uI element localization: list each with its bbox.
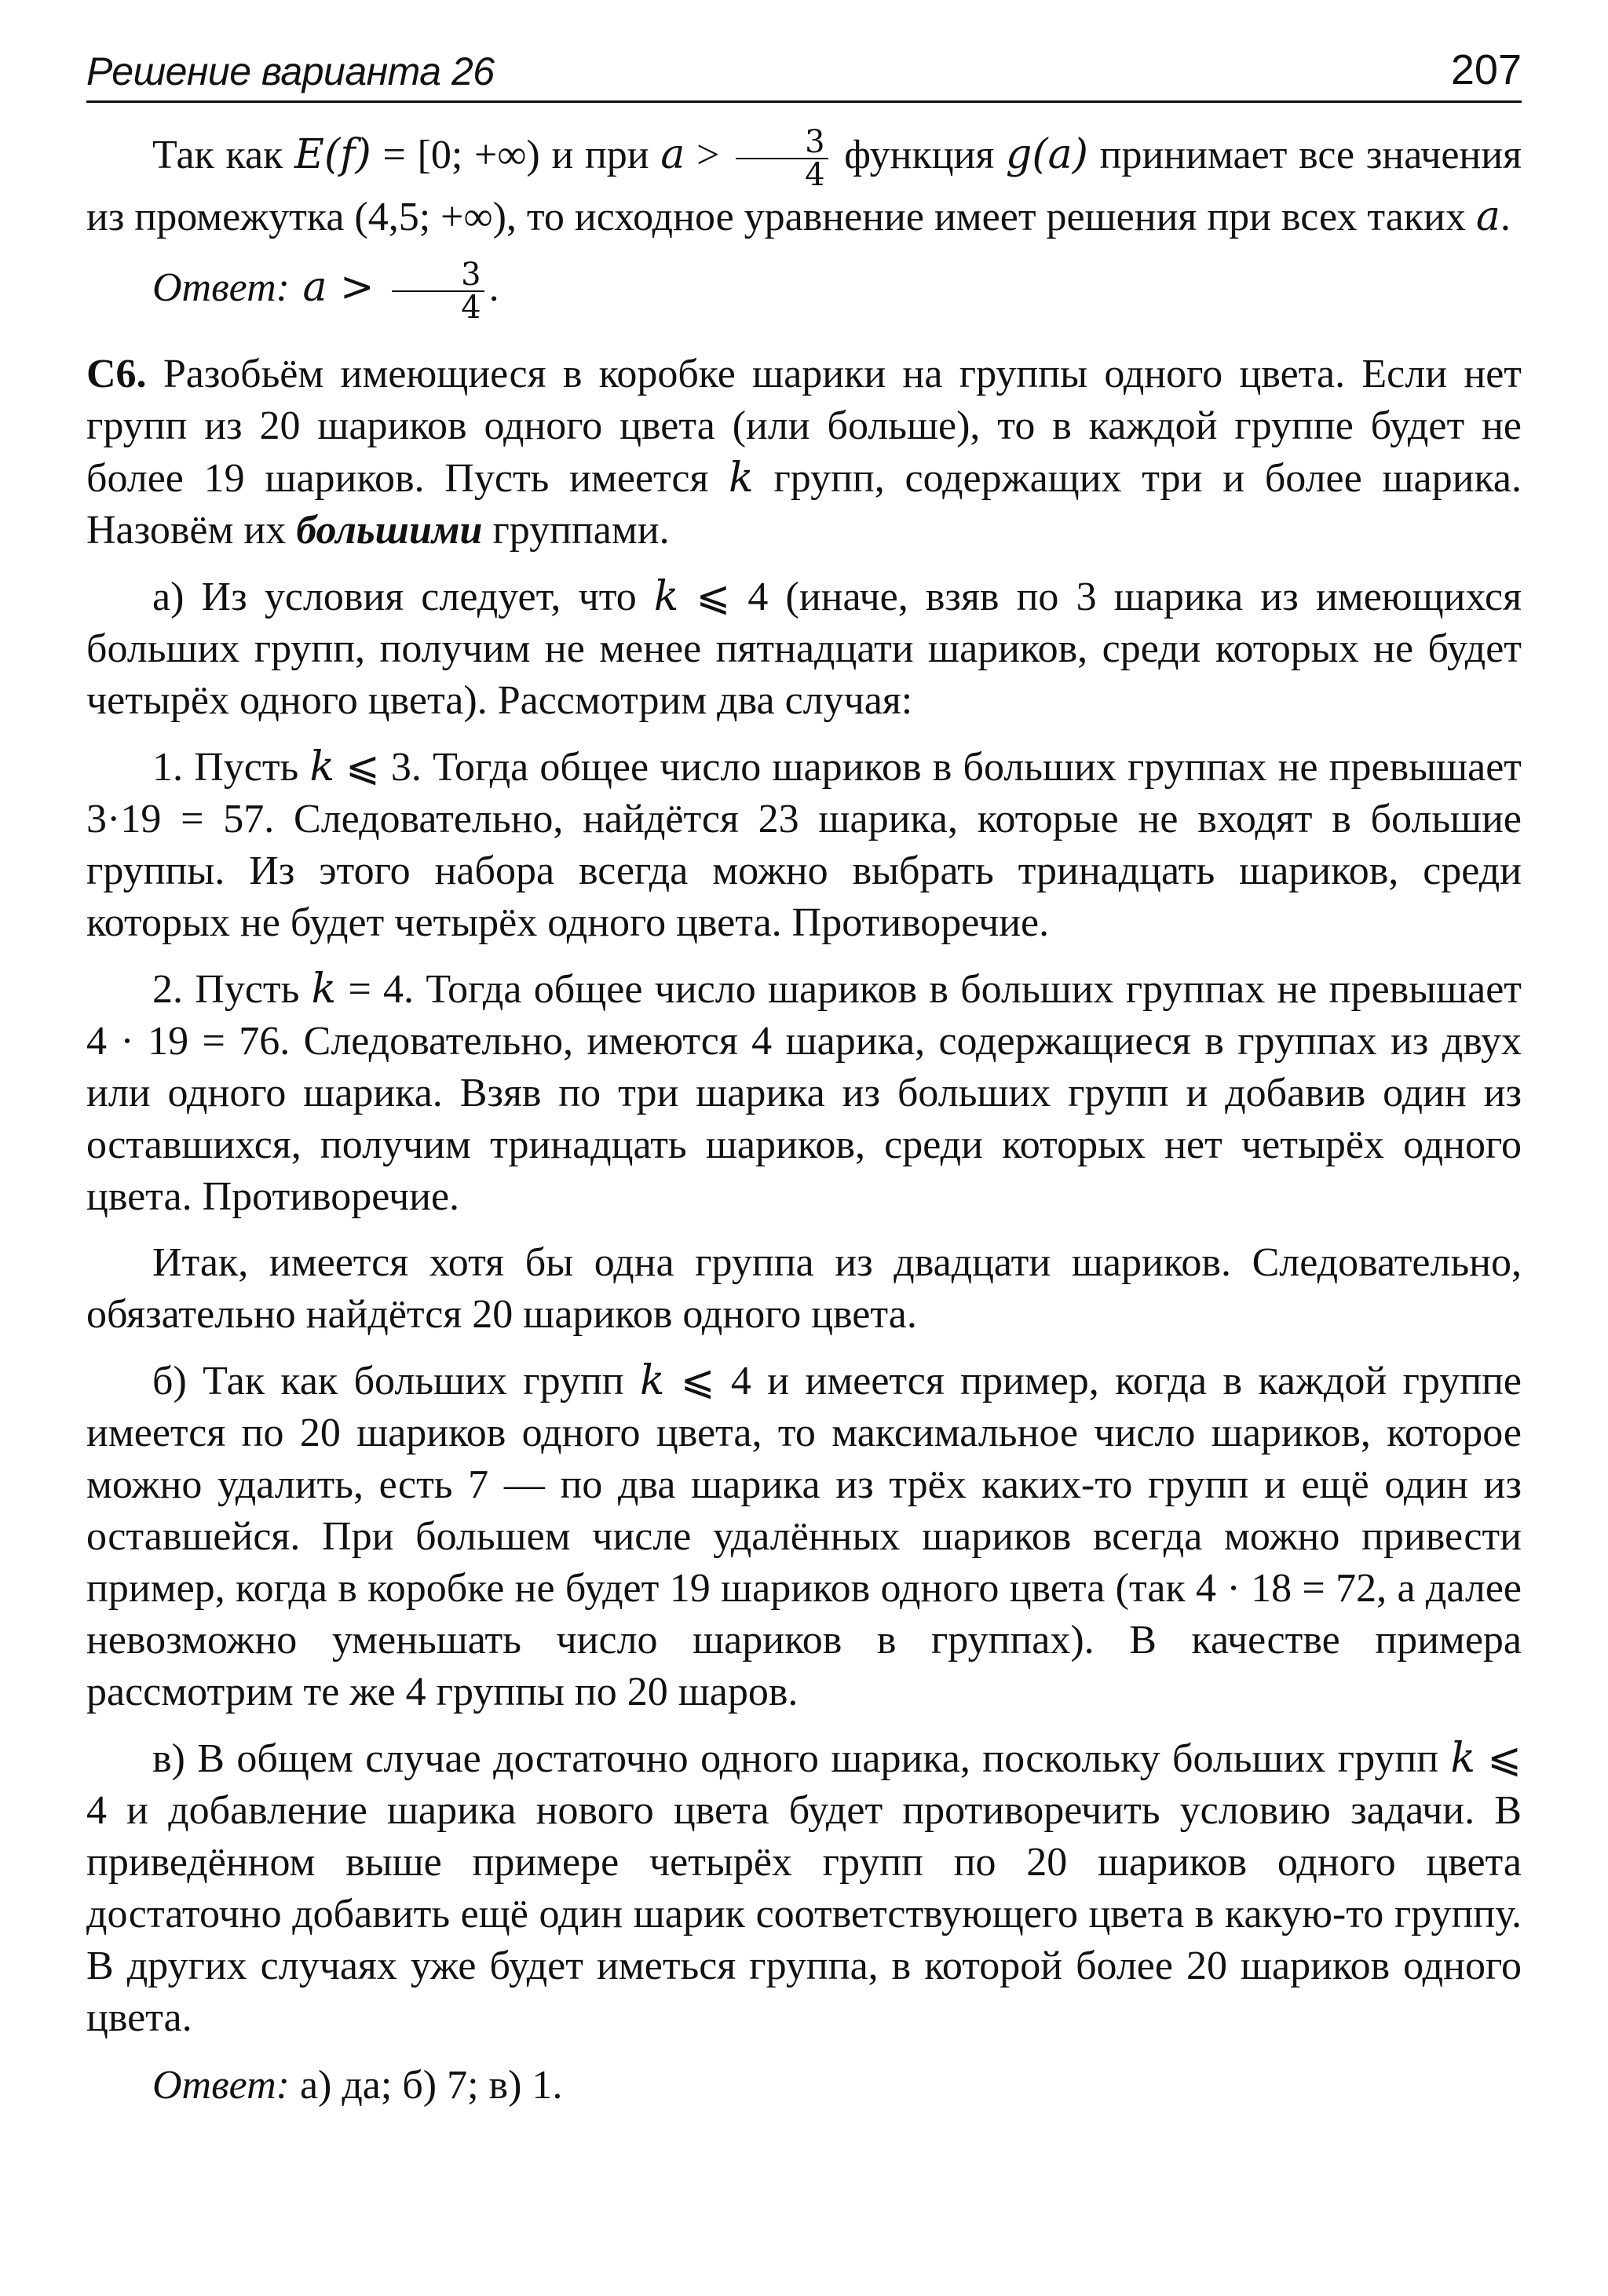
text: > [685, 132, 732, 177]
text: = [0; +∞) и при [371, 132, 661, 177]
text: ⩽ 4 и добавление шарика нового цвета будет противоречить условию задачи. В приведённом выше примере четырёх групп по 20 шариков одного цвета достаточно добавить ещё один шарик соответствующего цвета в какую-то группу. В других случаях уже будет иметься группа, в которой более 20 шариков одного цвета. [86, 1736, 1522, 2040]
text: . [1500, 195, 1511, 239]
paragraph-part-c [86, 1732, 1522, 2044]
paragraph-part-a [86, 571, 1522, 727]
answer-expression: a > [289, 263, 388, 311]
running-title: Решение варианта 26 [86, 49, 495, 93]
paragraph-case-1 [86, 741, 1522, 949]
text: в) В общем случае достаточно одного шарика, поскольку больших групп [152, 1736, 1451, 1781]
math-ga: g(a) [1006, 130, 1088, 178]
math-ef: E(f) [294, 130, 371, 178]
math-k: k [309, 743, 334, 790]
math-k: k [1450, 1735, 1475, 1782]
fraction [736, 126, 828, 191]
fraction-denominator: 4 [461, 290, 481, 326]
text: 1. Пусть [152, 745, 310, 790]
text: ⩽ 4 (иначе, взяв по 3 шарика из имеющихся больших групп, получим не менее пятнадцати шариков, среди которых не будет четырёх одного цвета). Рассмотрим два случая: [86, 575, 1522, 723]
paragraph-case-2 [86, 963, 1522, 1223]
text: ⩽ 4 и имеется пример, когда в каждой группе имеется по 20 шариков одного цвета, то максимальное число шариков, которое можно удалить, есть 7 — по два шарика из трёх каких-то групп и ещё один из оставшейся. При большем числе удалённых шариков всегда можно привести пример, когда в коробке не будет 19 шариков одного цвета (так 4 · 18 = 72, а далее невозможно уменьшать число шариков в группах). В качестве примера рассмотрим те же 4 группы по 20 шаров. [86, 1359, 1522, 1714]
fraction [392, 257, 484, 326]
math-k: k [640, 1357, 665, 1404]
text: . [488, 265, 499, 310]
fraction-numerator: 3 [392, 259, 484, 292]
text: б) Так как больших групп [152, 1359, 640, 1404]
text: групп, содержащих три и более шарика. Назовём их [86, 456, 1522, 553]
answer-c6 [86, 2060, 1522, 2112]
answer-label: Ответ: [152, 2063, 290, 2108]
math-k: k [729, 454, 754, 502]
text: принимает все значения из промежутка (4,5; +∞), то исходное уравнение имеет решения при всех таких [86, 132, 1522, 239]
math-a: a [1475, 193, 1500, 240]
fraction-numerator: 3 [736, 126, 828, 159]
answer-text: а) да; б) 7; в) 1. [289, 2063, 563, 2108]
paragraph-part-b [86, 1355, 1522, 1718]
page-body [86, 126, 1522, 2112]
page-number: 207 [1450, 46, 1522, 93]
paragraph-conclusion: Итак, имеется хотя бы одна группа из двадцати шариков. Следовательно, обязательно найдётся 20 шариков одного цвета. [86, 1240, 1522, 1337]
page-header [86, 46, 1522, 103]
fraction-denominator: 4 [805, 157, 825, 193]
math-a: a [660, 130, 685, 178]
paragraph-range-solution [86, 126, 1522, 243]
text: = 4. Тогда общее число шариков в больших группах не превышает 4 · 19 = 76. Следовательно, имеются 4 шарика, содержащиеся в группах из двух или одного шарика. Взяв по три шарика из больших групп и добавив один из оставшихся, получим тринадцать шариков, среди которых нет четырёх одного цвета. Противоречие. [86, 967, 1522, 1219]
text: функция [832, 132, 1007, 177]
answer-label: Ответ: [152, 265, 290, 310]
text: Разобьём имеющиеся в коробке шарики на группы одного цвета. Если нет групп из 20 шариков одного цвета (или больше), то в каждой группе будет не более 19 шариков. Пусть имеется [86, 352, 1522, 501]
answer-c5 [86, 257, 1522, 326]
math-k: k [311, 965, 337, 1013]
math-k: k [653, 573, 679, 620]
text: 2. Пусть [152, 967, 312, 1012]
text: а) Из условия следует, что [152, 575, 654, 619]
text: группами. [482, 508, 670, 553]
paragraph-c6-intro [86, 349, 1522, 557]
emphasis-term: большими [296, 508, 483, 553]
text: ⩽ 3. Тогда общее число шариков в больших группах не превышает 3·19 = 57. Следовательно, найдётся 23 шарика, которые не входят в большие группы. Из этого набора всегда можно выбрать тринадцать шариков, среди которых не будет четырёх одного цвета. Противоречие. [86, 745, 1522, 945]
problem-id: С6. [86, 352, 147, 396]
text: Так как [152, 132, 295, 177]
